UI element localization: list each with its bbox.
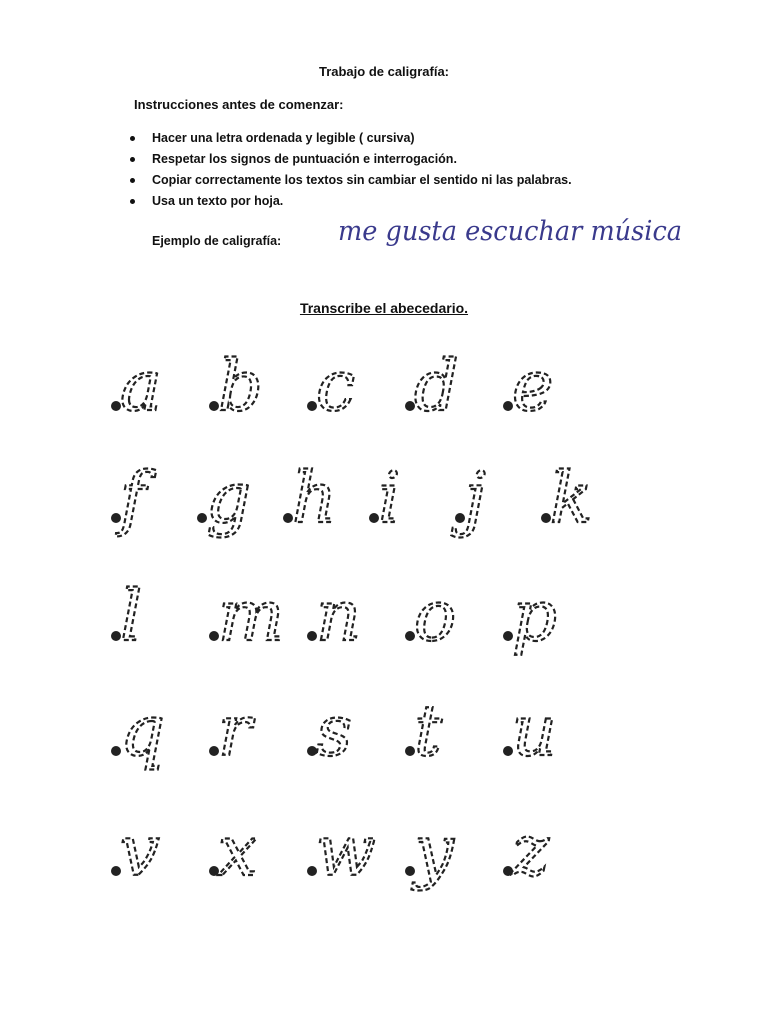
tracing-glyph: r <box>218 690 252 772</box>
tracing-glyph: b <box>218 345 263 427</box>
tracing-letter-i <box>366 454 464 554</box>
instruction-item: Usa un texto por hoja. <box>128 193 572 214</box>
tracing-letter-y <box>402 807 500 907</box>
tracing-glyph: y <box>414 810 454 892</box>
tracing-letter-h <box>280 454 378 554</box>
tracing-glyph: l <box>120 575 143 657</box>
tracing-letter-o <box>402 572 500 672</box>
tracing-glyph: p <box>512 575 557 657</box>
tracing-letter-b <box>206 342 304 442</box>
instruction-item: Copiar correctamente los textos sin cambiar el sentido ni las palabras. <box>128 172 572 193</box>
example-label: Ejemplo de caligrafía: <box>152 234 282 248</box>
instructions-intro: Instrucciones antes de comenzar: <box>134 97 344 112</box>
tracing-glyph: q <box>120 690 165 772</box>
handwriting-example-text: me gusta escuchar música <box>338 216 682 247</box>
tracing-glyph: g <box>206 457 251 539</box>
tracing-glyph: z <box>512 810 549 892</box>
bullet-icon <box>130 178 135 183</box>
instruction-item: Respetar los signos de puntuación e interrogación. <box>128 151 572 172</box>
tracing-glyph: o <box>414 575 457 657</box>
handwriting-example <box>336 210 686 256</box>
tracing-letter-r <box>206 687 304 787</box>
tracing-letter-f <box>108 454 206 554</box>
tracing-glyph: d <box>414 345 459 427</box>
tracing-letter-l <box>108 572 206 672</box>
tracing-glyph: v <box>120 810 160 892</box>
tracing-letter-e <box>500 342 598 442</box>
tracing-glyph: x <box>218 810 258 892</box>
tracing-glyph: s <box>316 690 352 772</box>
alphabet-tracing-grid <box>108 342 618 912</box>
tracing-letter-w <box>304 807 402 907</box>
tracing-letter-u <box>500 687 598 787</box>
tracing-letter-x <box>206 807 304 907</box>
tracing-glyph: t <box>414 690 443 772</box>
tracing-letter-c <box>304 342 402 442</box>
tracing-letter-z <box>500 807 598 907</box>
tracing-glyph: c <box>316 345 356 427</box>
tracing-letter-q <box>108 687 206 787</box>
tracing-letter-v <box>108 807 206 907</box>
tracing-letter-n <box>304 572 402 672</box>
tracing-glyph: i <box>378 457 401 539</box>
worksheet-title: Trabajo de caligrafía: <box>318 64 450 79</box>
instruction-item: Hacer una letra ordenada y legible ( cursiva) <box>128 130 572 151</box>
tracing-letter-s <box>304 687 402 787</box>
tracing-glyph: j <box>464 457 486 539</box>
tracing-glyph: n <box>316 575 362 657</box>
tracing-glyph: e <box>512 345 554 427</box>
tracing-glyph: k <box>550 457 593 539</box>
tracing-letter-k <box>538 454 636 554</box>
bullet-icon <box>130 136 135 141</box>
section-heading: Transcribe el abecedario. <box>299 300 469 316</box>
instructions-list <box>128 130 572 214</box>
bullet-icon <box>130 157 135 162</box>
tracing-glyph: h <box>292 457 338 539</box>
bullet-icon <box>130 199 135 204</box>
tracing-letter-m <box>206 572 304 672</box>
tracing-letter-j <box>452 454 550 554</box>
tracing-letter-a <box>108 342 206 442</box>
tracing-glyph: m <box>218 575 285 657</box>
tracing-letter-d <box>402 342 500 442</box>
tracing-glyph: f <box>120 457 146 539</box>
tracing-letter-g <box>194 454 292 554</box>
tracing-glyph: a <box>120 345 162 427</box>
tracing-glyph: u <box>512 690 558 772</box>
tracing-letter-t <box>402 687 500 787</box>
tracing-glyph: w <box>316 810 376 892</box>
tracing-letter-p <box>500 572 598 672</box>
